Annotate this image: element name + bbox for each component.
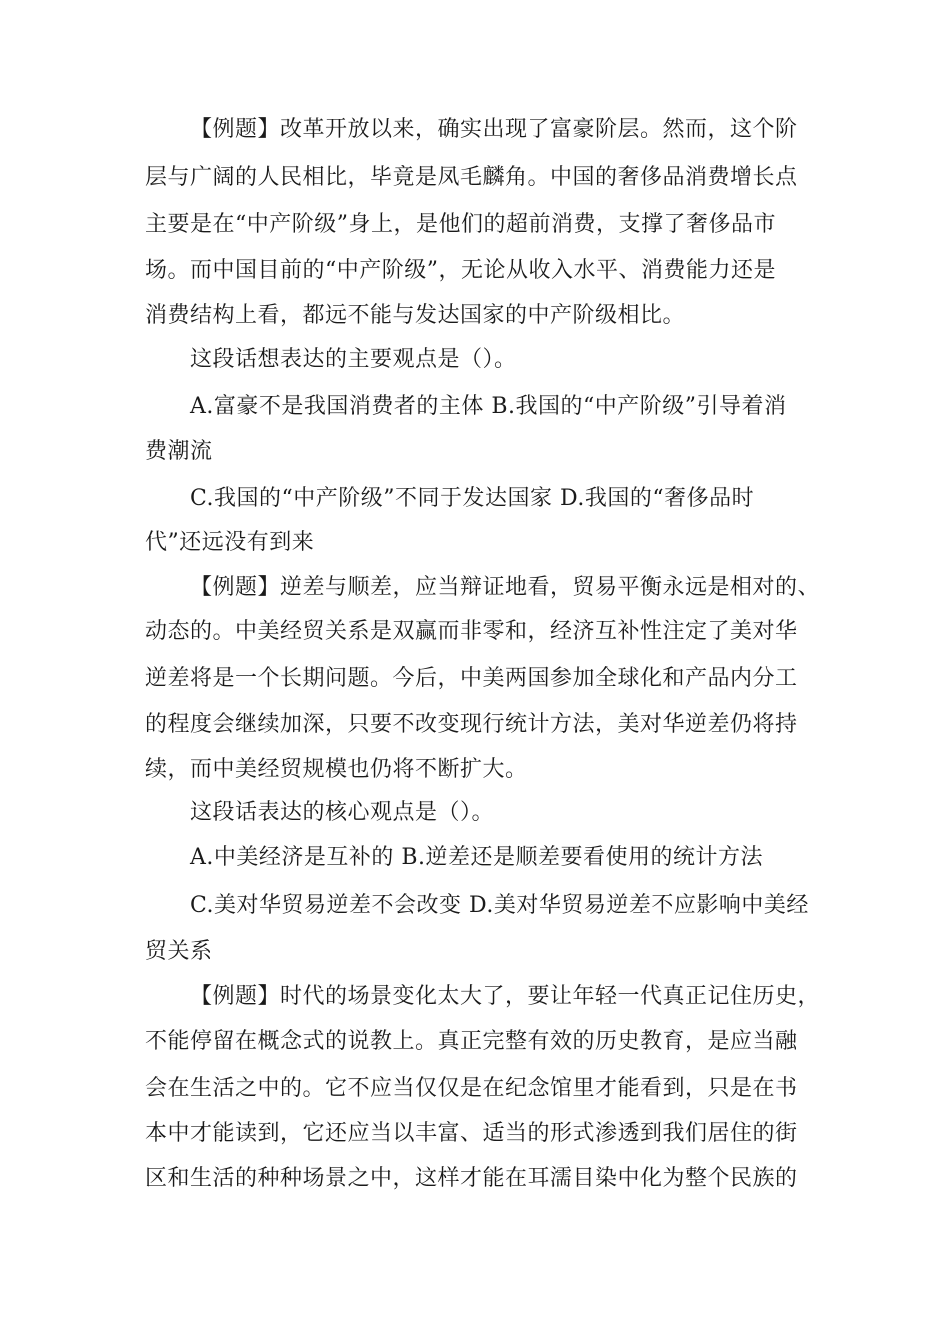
text-line: 本中才能读到，它还应当以丰富、适当的形式渗透到我们居住的街 xyxy=(145,1121,798,1146)
text-line: 的程度会继续加深，只要不改变现行统计方法，美对华逆差仍将持 xyxy=(145,712,798,737)
text-line: 主要是在“中产阶级”身上，是他们的超前消费，支撑了奢侈品市 xyxy=(145,212,776,237)
question-prompt: 这段话想表达的主要观点是（）。 xyxy=(190,347,517,372)
answer-options: 代”还远没有到来 xyxy=(145,530,315,555)
text-line: 场。而中国目前的“中产阶级”，无论从收入水平、消费能力还是 xyxy=(145,258,776,283)
answer-options: 贸关系 xyxy=(145,939,213,964)
text-line: 【例题】改革开放以来，确实出现了富豪阶层。然而，这个阶 xyxy=(190,117,798,142)
text-line: 层与广阔的人民相比，毕竟是凤毛麟角。中国的奢侈品消费增长点 xyxy=(145,165,798,190)
answer-options: C.我国的“中产阶级”不同于发达国家 D.我国的“奢侈品时 xyxy=(190,486,755,511)
text-line: 会在生活之中的。它不应当仅仅是在纪念馆里才能看到，只是在书 xyxy=(145,1076,798,1101)
answer-options: 费潮流 xyxy=(145,439,213,464)
answer-options: A.中美经济是互补的 B.逆差还是顺差要看使用的统计方法 xyxy=(190,845,764,870)
answer-options: C.美对华贸易逆差不会改变 D.美对华贸易逆差不应影响中美经 xyxy=(190,893,809,918)
text-line: 消费结构上看，都远不能与发达国家的中产阶级相比。 xyxy=(145,303,686,328)
text-line: 续，而中美经贸规模也仍将不断扩大。 xyxy=(145,757,528,782)
text-line: 逆差将是一个长期问题。今后，中美两国参加全球化和产品内分工 xyxy=(145,666,798,691)
answer-options: A.富豪不是我国消费者的主体 B.我国的“中产阶级”引导着消 xyxy=(190,394,787,419)
text-line: 【例题】时代的场景变化太大了，要让年轻一代真正记住历史， xyxy=(190,984,821,1009)
text-line: 区和生活的种种场景之中，这样才能在耳濡目染中化为整个民族的 xyxy=(145,1166,798,1191)
text-line: 【例题】逆差与顺差，应当辩证地看，贸易平衡永远是相对的、 xyxy=(190,575,821,600)
question-prompt: 这段话表达的核心观点是（）。 xyxy=(190,800,495,825)
text-line: 不能停留在概念式的说教上。真正完整有效的历史教育，是应当融 xyxy=(145,1029,798,1054)
text-line: 动态的。中美经贸关系是双赢而非零和，经济互补性注定了美对华 xyxy=(145,619,798,644)
